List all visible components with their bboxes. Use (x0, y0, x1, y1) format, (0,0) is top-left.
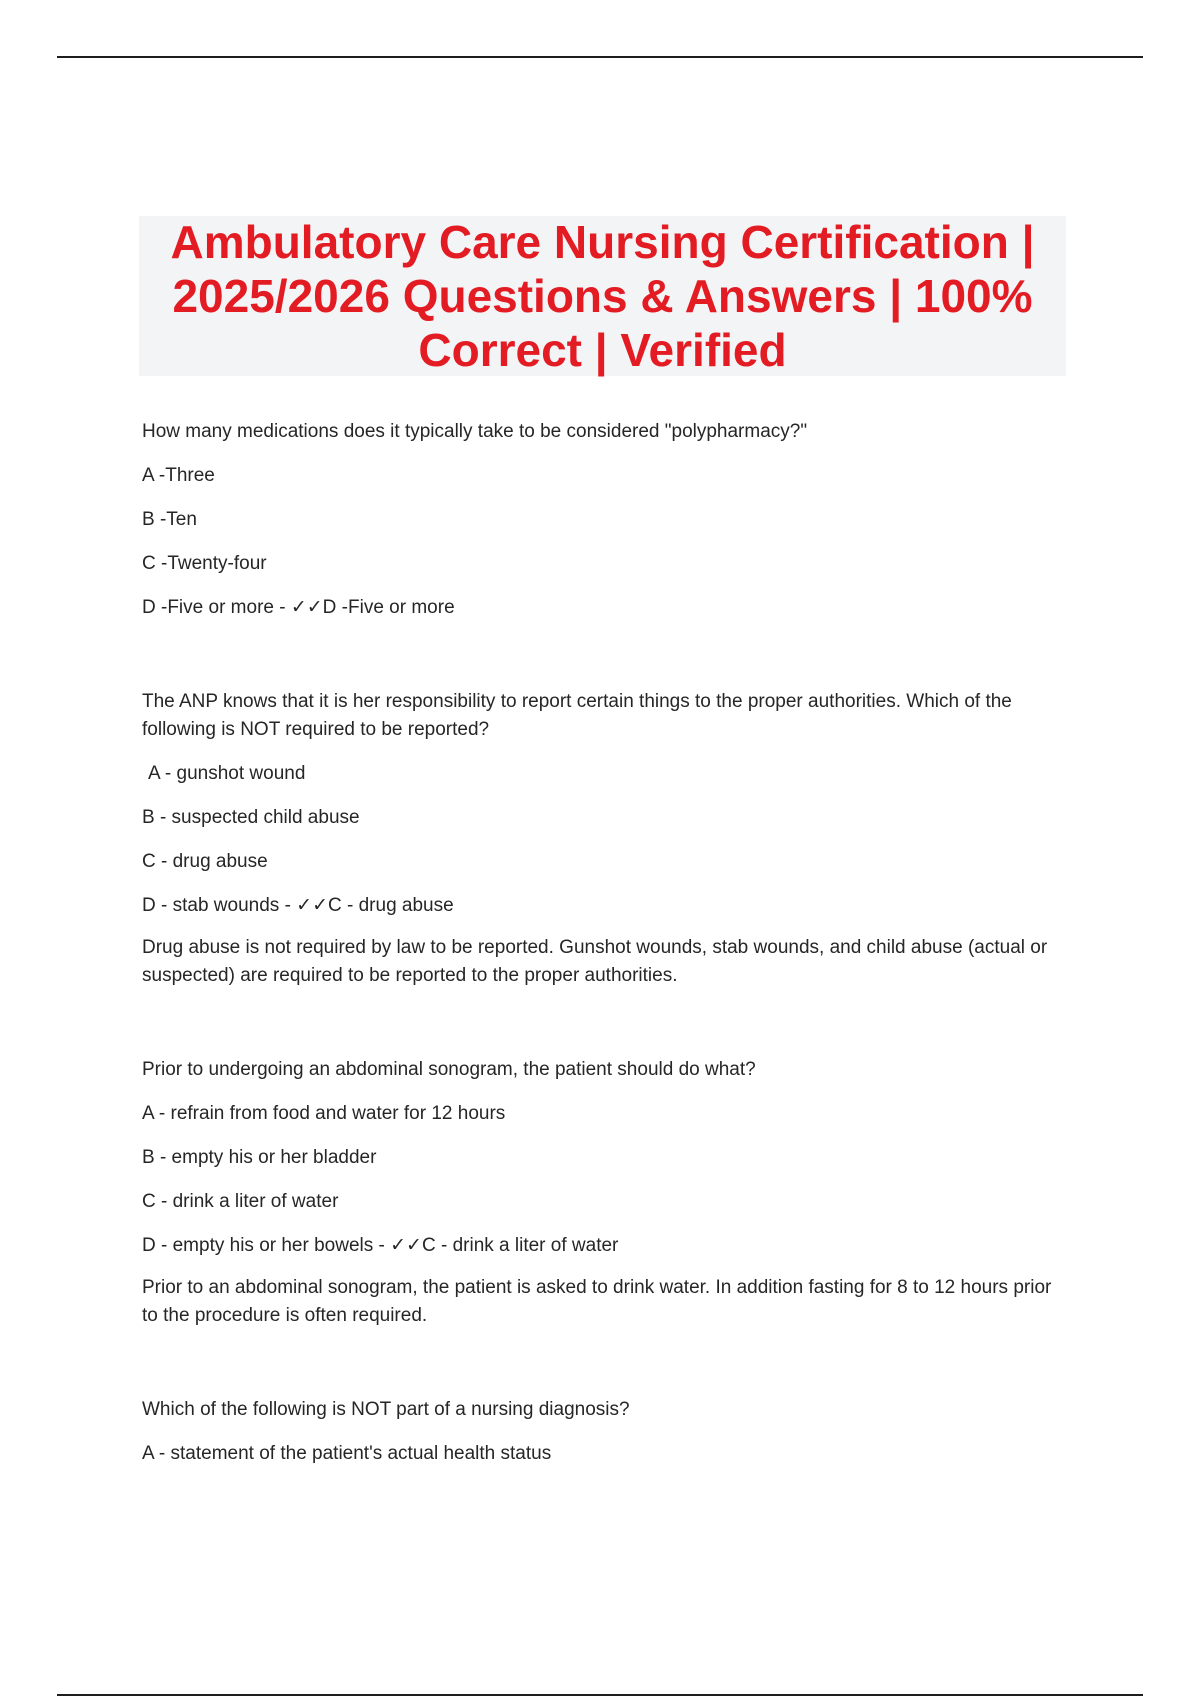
answer-option-c: C - drug abuse (142, 851, 268, 872)
answer-option-d-with-key: D -Five or more - ✓✓D -Five or more (142, 597, 455, 618)
question-stem: How many medications does it typically take to be considered "polypharmacy?" (142, 421, 808, 442)
question-stem: Which of the following is NOT part of a nursing diagnosis? (142, 1399, 630, 1420)
question-block-4 (142, 1396, 1068, 1468)
answer-option-c: C - drink a liter of water (142, 1191, 339, 1212)
answer-option-b: B - empty his or her bladder (142, 1147, 377, 1168)
answer-option-c: C -Twenty-four (142, 553, 267, 574)
answer-option-a: A - statement of the patient's actual health status (142, 1443, 552, 1464)
answer-option-a: A -Three (142, 465, 215, 486)
header-rule (57, 56, 1143, 58)
answer-option-d-with-key: D - empty his or her bowels - ✓✓C - drink a liter of water (142, 1235, 619, 1256)
answer-option-d-with-key: D - stab wounds - ✓✓C - drug abuse (142, 895, 454, 916)
question-block-3 (142, 1056, 1068, 1330)
title-banner (139, 216, 1066, 376)
answer-option-b: B -Ten (142, 509, 197, 530)
answer-rationale: Prior to an abdominal sonogram, the patient is asked to drink water. In addition fasting for 8 to 12 hours prior to the procedure is often required. (142, 1277, 1052, 1326)
question-block-1 (142, 418, 1068, 622)
question-stem: The ANP knows that it is her responsibility to report certain things to the proper authorities. Which of the following is NOT required to be reported? (142, 691, 1012, 740)
question-stem: Prior to undergoing an abdominal sonogram, the patient should do what? (142, 1059, 756, 1080)
answer-option-b: B - suspected child abuse (142, 807, 360, 828)
question-block-2 (142, 688, 1068, 990)
qa-content (142, 418, 1068, 1534)
document-title: Ambulatory Care Nursing Certification | 2025/2026 Questions & Answers | 100% Correct | Verified (170, 216, 1035, 376)
answer-rationale: Drug abuse is not required by law to be reported. Gunshot wounds, stab wounds, and child abuse (actual or suspected) are required to be reported to the proper authorities. (142, 937, 1048, 986)
answer-option-a: A - refrain from food and water for 12 hours (142, 1103, 506, 1124)
footer-rule (57, 1694, 1143, 1696)
answer-option-a: A - gunshot wound (148, 763, 306, 784)
